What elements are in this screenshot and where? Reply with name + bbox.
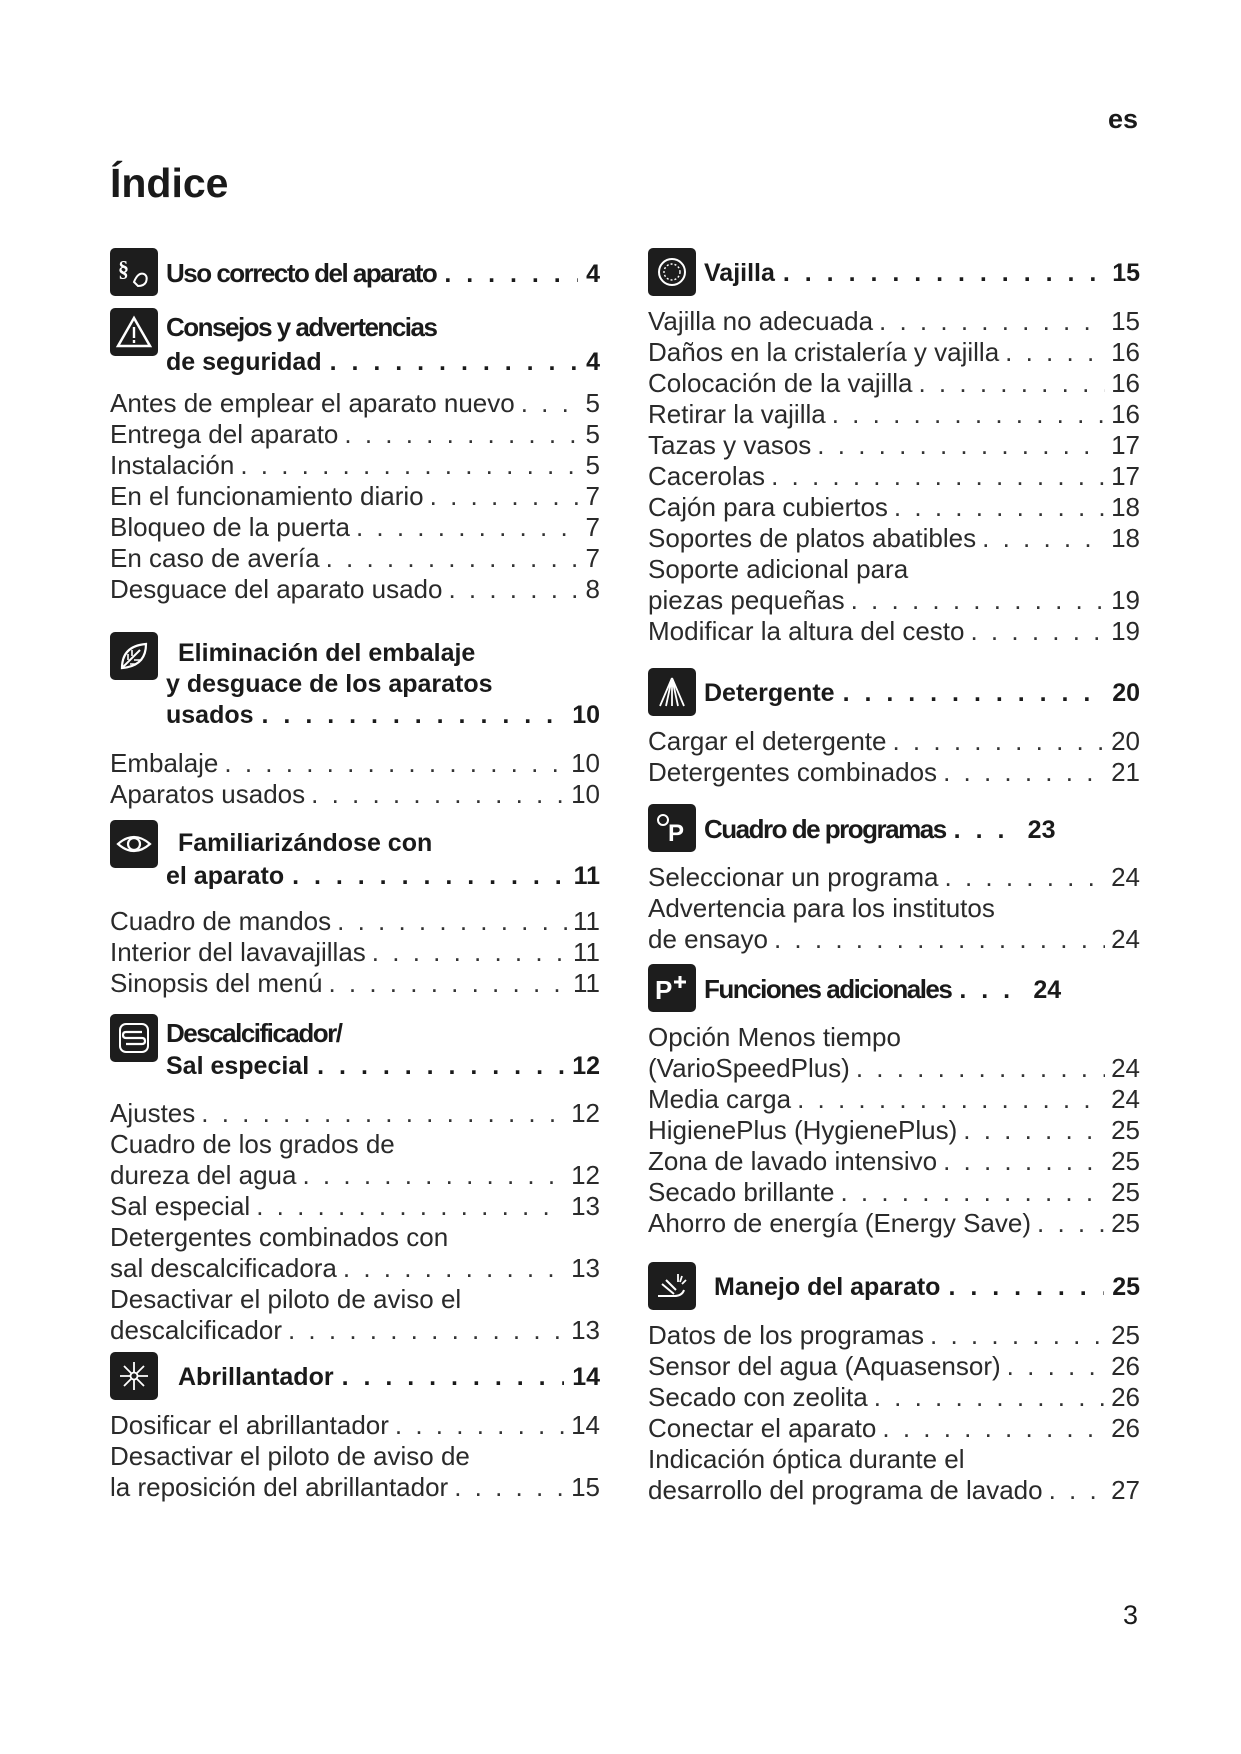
toc-entry[interactable]: Desactivar el piloto de aviso el descalcificador . . . 13 xyxy=(110,1284,600,1346)
page-title: Índice xyxy=(110,160,229,206)
softener-icon xyxy=(110,1014,158,1062)
toc-entry[interactable]: Modificar la altura del cesto . . . 19 xyxy=(648,616,1140,647)
toc-entry[interactable]: Cuadro de los grados de dureza del agua . . . 12 xyxy=(110,1129,600,1191)
toc-entry[interactable]: Tazas y vasos . . . 17 xyxy=(648,430,1140,461)
toc-heading[interactable]: Detergente . . . 20 xyxy=(704,678,1140,709)
toc-entry[interactable]: Media carga . . . 24 xyxy=(648,1084,1140,1115)
toc-entry[interactable]: Entrega del aparato . . . 5 xyxy=(110,419,600,450)
toc-entry[interactable]: En caso de avería . . . 7 xyxy=(110,543,600,574)
eye-icon xyxy=(110,820,158,868)
toc-entry[interactable]: Datos de los programas . . . 25 xyxy=(648,1320,1140,1351)
toc-entry[interactable]: Cuadro de mandos . . . 11 xyxy=(110,906,600,937)
page-number: 3 xyxy=(1122,1600,1138,1630)
language-code: es xyxy=(1107,104,1138,134)
toc-entry[interactable]: Zona de lavado intensivo . . . 25 xyxy=(648,1146,1140,1177)
toc-entry[interactable]: Indicación óptica durante el desarrollo del programa de lavado . . . 27 xyxy=(648,1444,1140,1506)
toc-entry[interactable]: HigienePlus (HygienePlus) . . . 25 xyxy=(648,1115,1140,1146)
program-p-icon xyxy=(648,804,696,852)
toc-heading[interactable]: Cuadro de programas . . . 23 xyxy=(704,814,1140,846)
toc-heading[interactable]: Descalcificador/ Sal especial . . . 12 xyxy=(166,1018,600,1082)
toc-entry[interactable]: Colocación de la vajilla . . . 16 xyxy=(648,368,1140,399)
recycle-leaf-icon xyxy=(110,632,158,680)
toc-heading[interactable]: Abrillantador . . . 14 xyxy=(166,1362,600,1393)
toc-entry[interactable]: Soporte adicional para piezas pequeñas . . . 19 xyxy=(648,554,1140,616)
toc-entry[interactable]: Soportes de platos abatibles . . . 18 xyxy=(648,523,1140,554)
toc-heading[interactable]: Consejos y advertencias de seguridad . . . 4 xyxy=(166,312,600,378)
toc-heading[interactable]: Funciones adicionales . . . 24 xyxy=(704,974,1140,1006)
toc-entry[interactable]: Ahorro de energía (Energy Save) . . . 25 xyxy=(648,1208,1140,1239)
toc-heading[interactable]: Familiarizándose con el aparato . . . 11 xyxy=(166,828,600,892)
toc-entry[interactable]: Desguace del aparato usado . . . 8 xyxy=(110,574,600,605)
toc-entry[interactable]: Desactivar el piloto de aviso de la reposición del abrillantador . . . 15 xyxy=(110,1441,600,1503)
toc-entry[interactable]: Antes de emplear el aparato nuevo . . . 5 xyxy=(110,388,600,419)
plate-icon xyxy=(648,248,696,296)
svg-text:P: P xyxy=(668,820,685,847)
toc-entry[interactable]: Sinopsis del menú . . . 11 xyxy=(110,968,600,999)
toc-entry[interactable]: Detergentes combinados con sal descalcificadora . . . 13 xyxy=(110,1222,600,1284)
toc-entry[interactable]: Sensor del agua (Aquasensor) . . . 26 xyxy=(648,1351,1140,1382)
warning-triangle-icon xyxy=(110,308,158,356)
toc-entry[interactable]: Retirar la vajilla . . . 16 xyxy=(648,399,1140,430)
toc-entry[interactable]: Conectar el aparato . . . 26 xyxy=(648,1413,1140,1444)
toc-entry[interactable]: Secado brillante . . . 25 xyxy=(648,1177,1140,1208)
toc-entry[interactable]: Ajustes . . . 12 xyxy=(110,1098,600,1129)
detergent-icon xyxy=(648,668,696,716)
toc-entry[interactable]: Advertencia para los institutos de ensayo . . . 24 xyxy=(648,893,1140,955)
sparkle-icon xyxy=(110,1352,158,1400)
toc-entry[interactable]: Secado con zeolita . . . 26 xyxy=(648,1382,1140,1413)
toc-entry[interactable]: Embalaje . . . 10 xyxy=(110,748,600,779)
toc-entry[interactable]: Sal especial . . . 13 xyxy=(110,1191,600,1222)
toc-entry[interactable]: En el funcionamiento diario . . . 7 xyxy=(110,481,600,512)
toc-entry[interactable]: Seleccionar un programa . . . 24 xyxy=(648,862,1140,893)
toc-entry[interactable]: Cacerolas . . . 17 xyxy=(648,461,1140,492)
toc-entry[interactable]: Detergentes combinados . . . 21 xyxy=(648,757,1140,788)
toc-entry[interactable]: Interior del lavavajillas . . . 11 xyxy=(110,937,600,968)
toc-heading[interactable]: Manejo del aparato . . . 25 xyxy=(704,1272,1140,1303)
toc-entry[interactable]: Daños en la cristalería y vajilla . . . 16 xyxy=(648,337,1140,368)
toc-heading[interactable]: Eliminación del embalaje y desguace de los aparatos usados . . . 10 xyxy=(166,638,600,731)
toc-entry[interactable]: Opción Menos tiempo (VarioSpeedPlus) . . . 24 xyxy=(648,1022,1140,1084)
toc-heading[interactable]: Vajilla . . . 15 xyxy=(704,258,1140,289)
toc-entry[interactable]: Cajón para cubiertos . . . 18 xyxy=(648,492,1140,523)
hand-operation-icon xyxy=(648,1262,696,1310)
svg-text:§: § xyxy=(118,256,129,281)
toc-entry[interactable]: Cargar el detergente . . . 20 xyxy=(648,726,1140,757)
toc-entry[interactable]: Aparatos usados . . . 10 xyxy=(110,779,600,810)
p-plus-icon xyxy=(648,964,696,1012)
toc-entry[interactable]: Instalación . . . 5 xyxy=(110,450,600,481)
toc-heading[interactable]: Uso correcto del aparato . . . 4 xyxy=(166,258,600,290)
svg-text:P: P xyxy=(655,975,673,1005)
section-hand-icon xyxy=(110,248,158,296)
toc-entry[interactable]: Bloqueo de la puerta . . . 7 xyxy=(110,512,600,543)
toc-entry[interactable]: Vajilla no adecuada . . . 15 xyxy=(648,306,1140,337)
toc-entry[interactable]: Dosificar el abrillantador . . . 14 xyxy=(110,1410,600,1441)
